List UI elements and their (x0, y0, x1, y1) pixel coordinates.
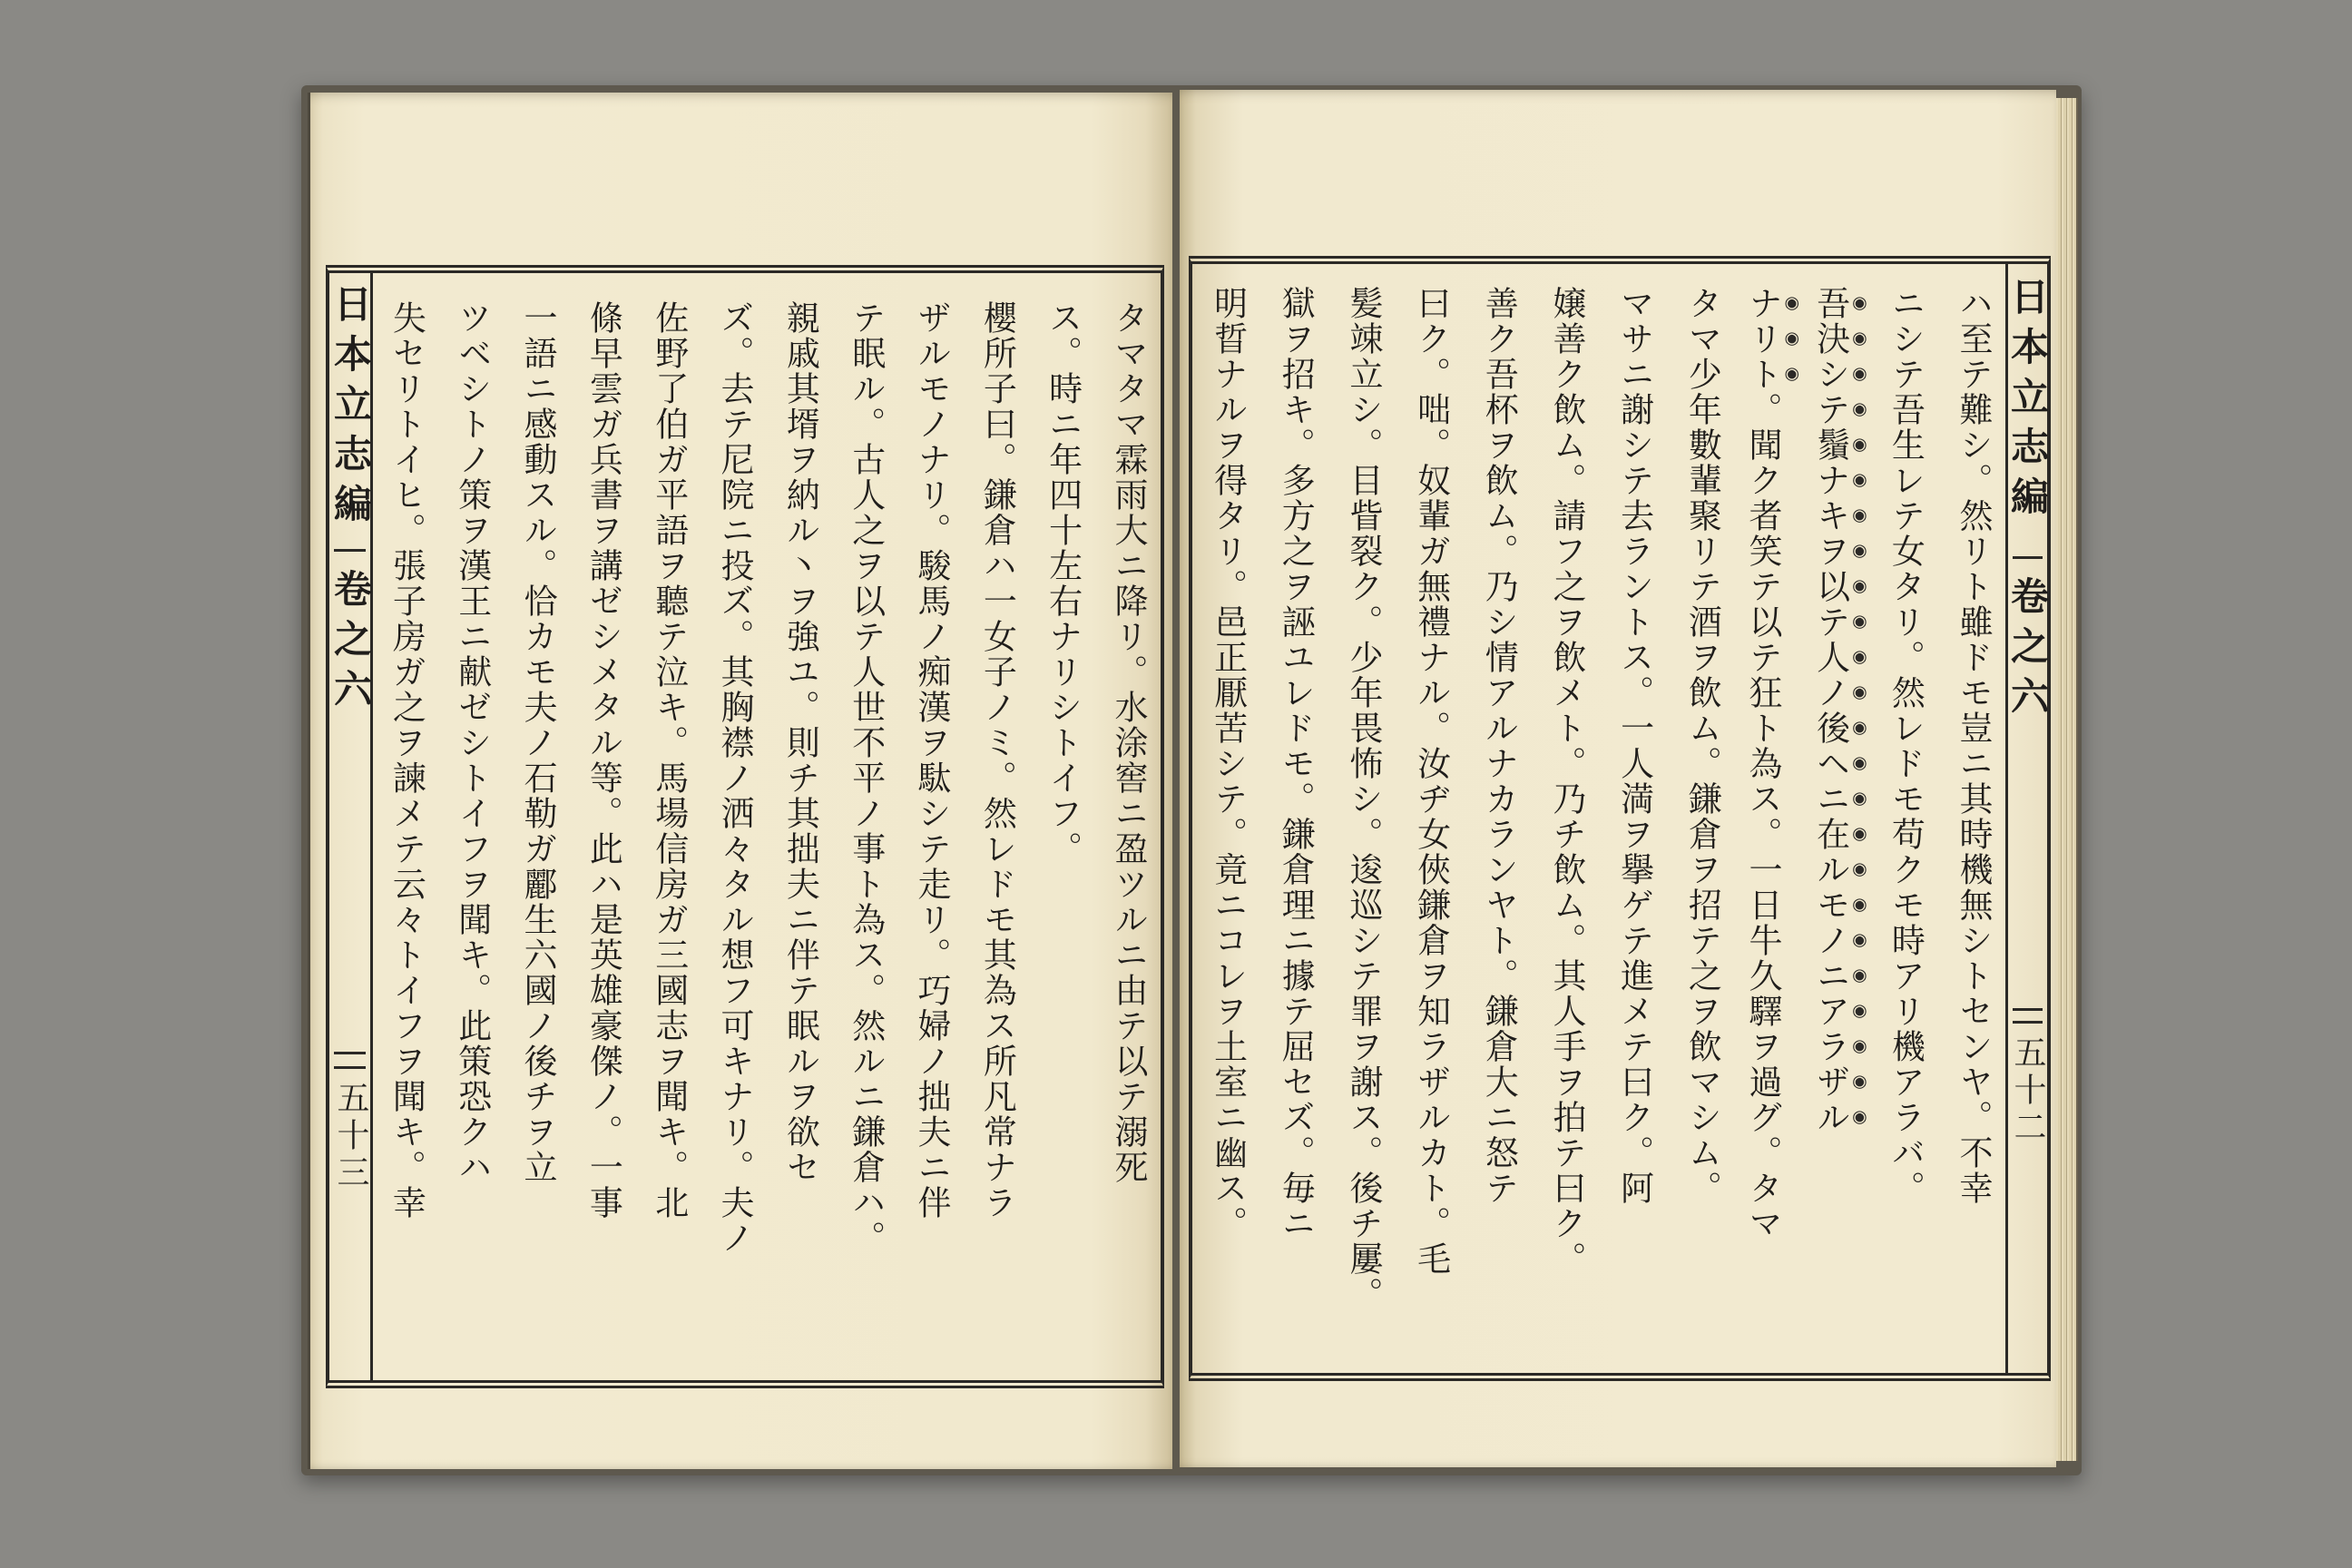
folio-number: 五十二 (2009, 1035, 2046, 1147)
column-text: 一語ニ感動スル。恰カモ夫ノ石勒ガ酈生六國ノ後チヲ立 (518, 300, 558, 1185)
text-column (570, 300, 635, 1380)
text-column (1599, 286, 1667, 1373)
column-text: ニシテ吾生レテ女タリ。然レドモ苟クモ時アリ機アラバ。 (1886, 286, 1926, 1206)
text-column (898, 300, 964, 1380)
column-text: 失セリトイヒ。張子房ガ之ヲ諫メテ云々トイフヲ聞キ。幸 (387, 300, 426, 1220)
column-text: 髪竦立シ。目眥裂ク。少年畏怖シ。逡巡シテ罪ヲ謝ス。後チ屢。 (1343, 286, 1383, 1312)
text-column (1396, 286, 1464, 1373)
text-column (373, 300, 438, 1380)
margin-rule (334, 1066, 366, 1069)
margin-rule (2013, 1008, 2043, 1011)
text-column (964, 300, 1029, 1380)
margin-rule (2013, 556, 2043, 559)
emphasized-text: 吾決シテ鬚ナキヲ以テ人ノ後ヘニ在ルモノニアラザル (1810, 286, 1850, 1135)
column-text: 親戚其壻ヲ納ル丶ヲ強ユ。則チ其拙夫ニ伴テ眠ルヲ欲セ (780, 300, 820, 1185)
text-column (1937, 286, 2005, 1373)
column-text: テ眠ル。古人之ヲ以テ人世不平ノ事ト為ス。然ルニ鎌倉ハ。 (846, 300, 886, 1256)
column-text: マサニ謝シテ去ラントス。一人満ヲ擧ゲテ進メテ曰ク。阿 (1614, 286, 1654, 1206)
text-column (1531, 286, 1599, 1373)
text-column (1095, 300, 1161, 1380)
text-column (438, 300, 504, 1380)
column-text: 獄ヲ招キ。多方之ヲ誣ユレドモ。鎌倉理ニ據テ屈セズ。毎ニ (1276, 286, 1316, 1241)
column-text: 佐野了伯ガ平語ヲ聽テ泣キ。馬場信房ガ三國志ヲ聞キ。北 (649, 300, 689, 1220)
text-column (832, 300, 897, 1380)
text-column (1328, 286, 1396, 1373)
margin-rule (334, 549, 366, 552)
column-text: ハ至テ難シ。然リト雖ドモ豈ニ其時機無シトセンヤ。不幸 (1954, 286, 1993, 1206)
column-text: ザルモノナリ。駿馬ノ痴漢ヲ駄シテ走リ。巧婦ノ拙夫ニ伴 (912, 300, 952, 1220)
text-column (505, 300, 570, 1380)
text-column (767, 300, 832, 1380)
text-column (701, 300, 767, 1380)
column-text: 條早雲ガ兵書ヲ講ゼシメタル等。此ハ是英雄豪傑ノ。一事 (583, 300, 623, 1220)
margin-rule (334, 1052, 366, 1054)
margin-rule (2013, 1021, 2043, 1024)
page-margin (2005, 264, 2050, 1373)
right-page (1180, 90, 2056, 1467)
text-column (1870, 286, 1938, 1373)
volume-label: 卷之六 (2005, 576, 2050, 726)
column-text: ツベシトノ策ヲ漢王ニ献ゼシトイフヲ聞キ。此策恐クハ (452, 300, 492, 1185)
text-frame (1189, 256, 2051, 1381)
column-text: 。聞ク者笑テ以テ狂ト為ス。一日牛久驛ヲ過グ。タマ (1742, 392, 1782, 1241)
column-text: ス。時ニ年四十左右ナリシトイフ。 (1043, 300, 1083, 867)
column-text: 櫻所子曰。鎌倉ハ一女子ノミ。然レドモ其為ス所凡常ナラ (977, 300, 1017, 1220)
text-area (1192, 264, 2005, 1373)
column-text: タマタマ霖雨大ニ降リ。水涂窖ニ盈ツルニ由テ以テ溺死 (1109, 300, 1148, 1185)
column-text: 嬢善ク飲ム。請フ之ヲ飲メト。乃チ飲ム。其人手ヲ拍テ曰ク。 (1546, 286, 1586, 1277)
text-column (1802, 286, 1870, 1373)
text-column (1734, 286, 1802, 1373)
text-column (1464, 286, 1532, 1373)
text-column (1029, 300, 1094, 1380)
running-title: 日本立志編 (2005, 277, 2050, 526)
text-column (1260, 286, 1328, 1373)
left-page (308, 93, 1172, 1469)
emphasized-text: ナリト (1742, 286, 1782, 392)
folio-number: 五十三 (332, 1081, 369, 1192)
column-text: 善ク吾杯ヲ飲ム。乃シ情アルナカランヤト。鎌倉大ニ怒テ (1479, 286, 1519, 1206)
text-column (635, 300, 701, 1380)
column-text: タマ少年數輩聚リテ酒ヲ飲ム。鎌倉ヲ招テ之ヲ飲マシム。 (1682, 286, 1722, 1206)
column-text: ズ。去テ尼院ニ投ズ。其胸襟ノ洒々タル想フ可キナリ。夫ノ (715, 300, 755, 1256)
text-column (1192, 286, 1260, 1373)
text-column (1667, 286, 1735, 1373)
running-title: 日本立志編 (328, 284, 373, 534)
page-edges (2053, 98, 2078, 1461)
text-area (373, 273, 1161, 1380)
page-margin (329, 273, 373, 1380)
column-text: 明晢ナルヲ得タリ。邑正厭苦シテ。竟ニコレヲ土室ニ幽ス。 (1208, 286, 1248, 1241)
column-text: 曰ク。咄。奴輩ガ無禮ナル。汝ヂ女俠鎌倉ヲ知ラザルカト。毛 (1411, 286, 1451, 1277)
volume-label: 卷之六 (328, 569, 373, 719)
text-frame (326, 265, 1164, 1388)
